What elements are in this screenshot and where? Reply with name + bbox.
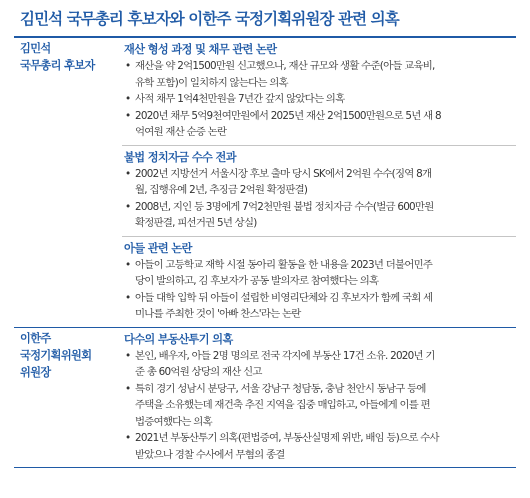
- bullet-item: [124, 381, 512, 431]
- bullet-text-line: • 2002년 지방선거 서울시장 후보 출마 당시 SK에서 2억원 수수(징역 8개: [135, 167, 432, 180]
- bullet-list: [124, 348, 512, 464]
- bullet-text-line: • 2008년, 지인 등 3명에게 7억2천만원 불법 정치자금 수수(벌금 600만원: [135, 200, 434, 213]
- allegation-section: [122, 146, 516, 237]
- section-heading: 재산 형성 과정 및 채무 관련 논란: [124, 43, 277, 56]
- allegation-section: [122, 328, 516, 468]
- bullet-text-line: • 재산을 약 2억1500만원 신고했으나, 재산 규모와 생활 수준(아들 교육비,: [135, 60, 435, 72]
- bullet-item: [124, 430, 512, 463]
- bullet-text-line: 받았으나 경찰 수사에서 무혐의 종결: [135, 448, 285, 461]
- allegation-list: [122, 38, 516, 327]
- bullet-item: [124, 290, 512, 323]
- bullet-text-line: 월, 집행유예 2년, 추징금 2억원 확정판결): [135, 184, 308, 196]
- bullet-item: [124, 166, 512, 199]
- bullet-text-line: • 사적 채무 1억4천만원을 7년간 갚지 않았다는 의혹: [135, 93, 345, 105]
- section-heading: 다수의 부동산투기 의혹: [124, 332, 233, 346]
- bullet-item: [124, 108, 512, 141]
- person-row: [14, 328, 516, 469]
- bullet-item: [124, 348, 512, 381]
- bullet-list: [124, 58, 512, 141]
- bullet-text-line: • 2020년 채무 5억9천여만원에서 2025년 재산 2억1500만원으로 5년 새 8: [135, 109, 441, 122]
- bullet-text-line: 주택을 소유했는데 재건축 추진 지역을 집중 매입하고, 아들에게 이를 편: [135, 399, 430, 411]
- bullet-text-line: 확정판결, 피선거권 5년 상실): [135, 217, 257, 229]
- bullet-item: [124, 58, 512, 91]
- bullet-text-line: • 2021년 부동산투기 의혹(편법증여, 부동산실명제 위반, 배임 등)으로 수사: [135, 432, 439, 444]
- person-name-line: 이한주: [20, 331, 51, 345]
- bullet-text-line: 당이 발의하고, 김 후보자가 공동 발의자로 참여했다는 의혹: [135, 275, 379, 287]
- bullet-text-line: • 본인, 배우자, 아들 2명 명의로 전국 각지에 부동산 17건 소유. 2020년 기: [135, 349, 435, 362]
- bullet-text-line: • 아들이 고등학교 재학 시절 동아리 활동을 한 내용을 2023년 더불어민주: [135, 258, 433, 271]
- bullet-text-line: 법증여했다는 의혹: [135, 415, 212, 428]
- bullet-item: [124, 257, 512, 290]
- person-row: [14, 38, 516, 328]
- bullet-text-line: • 특히 경기 성남시 분당구, 서울 강남구 청담동, 충남 천안시 동남구 등에: [135, 382, 426, 395]
- bullet-text-line: 미나를 주최한 것이 '아빠 찬스'라는 논란: [135, 308, 301, 320]
- allegations-table: [14, 38, 516, 468]
- section-heading: 아들 관련 논란: [124, 241, 192, 255]
- allegation-section: [122, 38, 516, 146]
- allegation-list: [122, 328, 516, 468]
- figure-title: 김민석 국무총리 후보자와 이한주 국정기획위원장 관련 의혹: [20, 10, 399, 28]
- bullet-text-line: 준 총 60억원 상당의 재산 신고: [135, 366, 262, 378]
- person-name: [14, 38, 122, 327]
- bullet-list: [124, 166, 512, 232]
- person-name: [14, 328, 122, 468]
- person-name-line: 김민석: [20, 42, 51, 55]
- bullet-item: [124, 199, 512, 232]
- bullet-text-line: 억여원 재산 순증 논란: [135, 126, 227, 138]
- person-name-line: 위원장: [20, 365, 51, 379]
- bullet-text-line: 유학 포함)이 일치하지 않는다는 의혹: [135, 76, 288, 89]
- bullet-item: [124, 91, 512, 108]
- bullet-list: [124, 257, 512, 323]
- person-name-line: 국정기획위원회: [20, 348, 92, 362]
- person-name-line: 국무총리 후보자: [20, 59, 95, 72]
- bullet-text-line: • 아들 대학 입학 뒤 아들이 설립한 비영리단체와 김 후보자가 함께 국회 세: [135, 291, 433, 304]
- section-heading: 불법 정치자금 수수 전과: [124, 150, 236, 164]
- allegation-section: [122, 237, 516, 327]
